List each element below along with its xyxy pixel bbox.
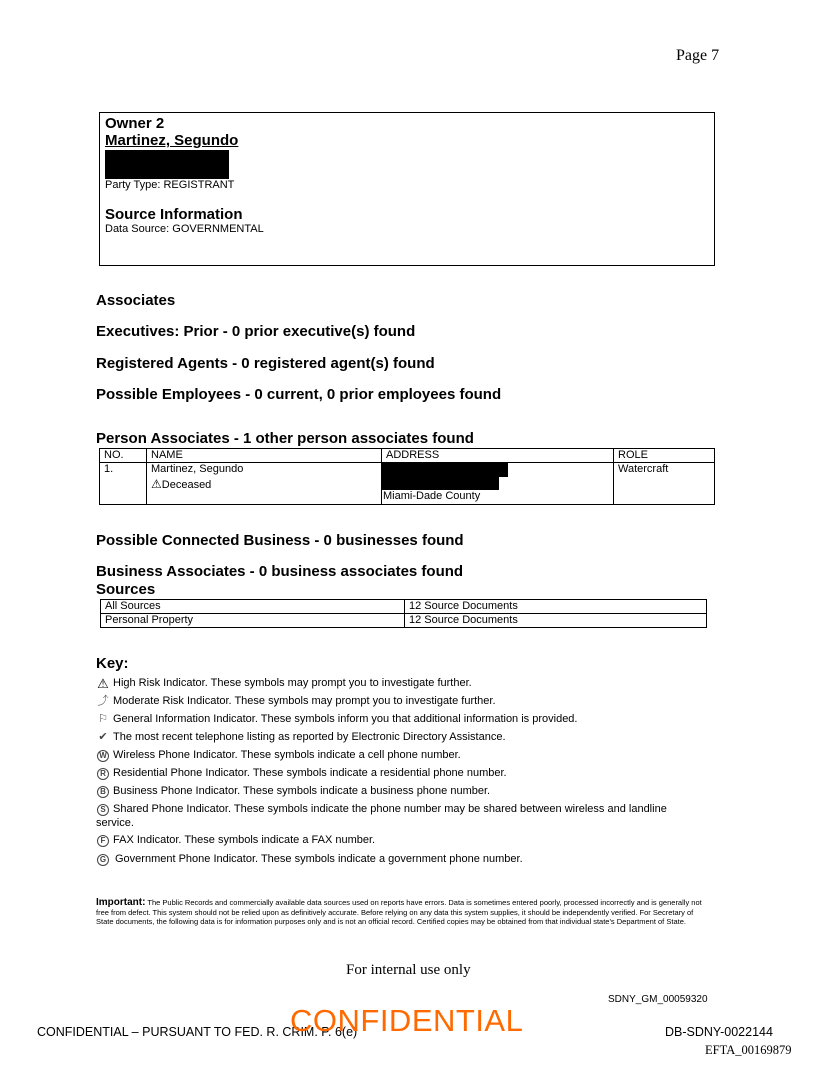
fax-icon: F xyxy=(96,834,110,847)
data-source: Data Source: GOVERNMENTAL xyxy=(105,223,264,235)
key-item xyxy=(96,695,496,708)
source-count: 12 Source Documents xyxy=(405,614,707,628)
key-item xyxy=(96,853,523,866)
table-row xyxy=(101,614,707,628)
column-header: ROLE xyxy=(614,449,715,463)
associate-name: Martinez, Segundo xyxy=(151,463,244,475)
associates-heading: Associates xyxy=(96,292,176,309)
status-text: Deceased xyxy=(161,479,212,491)
owner-heading: Owner 2 xyxy=(105,115,165,132)
key-item xyxy=(96,767,507,780)
key-text: FAX Indicator. These symbols indicate a FAX number. xyxy=(113,834,376,846)
bates-sdny: SDNY_GM_00059320 xyxy=(608,994,708,1005)
moderate-risk-icon: ⤴ xyxy=(97,695,109,707)
key-text-continuation: service. xyxy=(96,817,134,829)
residential-phone-icon: R xyxy=(96,767,110,780)
page-number: Page 7 xyxy=(676,47,720,64)
key-text: Business Phone Indicator. These symbols indicate a business phone number. xyxy=(113,785,491,797)
business-associates-heading: Business Associates - 0 business associates found xyxy=(96,563,464,580)
person-associates-table xyxy=(99,448,715,505)
source-count: 12 Source Documents xyxy=(405,600,707,614)
key-text: General Information Indicator. These symbols inform you that additional information is provided. xyxy=(113,713,578,725)
connected-business-heading: Possible Connected Business - 0 businesses found xyxy=(96,532,464,549)
key-text: High Risk Indicator. These symbols may prompt you to investigate further. xyxy=(113,677,472,689)
key-item xyxy=(96,677,472,690)
key-heading: Key: xyxy=(96,655,129,672)
important-text: The Public Records and commercially available data sources used on reports have errors. Data is sometimes entered poorly, processed incorrectly and is generally not free from defect. This system should not be relied upon as definitively accurate. Before relying on any data this system supplies, it should be independently verified. For Secretary of State documents, the following data is for information purposes only and is not an official record. Certified copies may be obtained from that individual state's Department of State. xyxy=(96,898,702,926)
key-text: Residential Phone Indicator. These symbols indicate a residential phone number. xyxy=(113,767,507,779)
internal-use-note: For internal use only xyxy=(346,962,471,978)
source-name: All Sources xyxy=(101,600,405,614)
executives-heading: Executives: Prior - 0 prior executive(s) found xyxy=(96,323,416,340)
address-cell xyxy=(382,463,614,505)
registered-agents-heading: Registered Agents - 0 registered agent(s) found xyxy=(96,355,435,372)
owner-box xyxy=(99,112,715,266)
key-text: Wireless Phone Indicator. These symbols indicate a cell phone number. xyxy=(113,749,461,761)
possible-employees-heading: Possible Employees - 0 current, 0 prior employees found xyxy=(96,386,502,403)
associate-cell xyxy=(147,463,382,505)
column-header: NAME xyxy=(147,449,382,463)
key-item xyxy=(96,713,577,726)
key-item xyxy=(96,749,461,762)
address-county: Miami-Dade County xyxy=(383,490,481,502)
column-header: NO. xyxy=(100,449,147,463)
redaction-block xyxy=(105,150,229,179)
key-item xyxy=(96,803,667,816)
deceased-status xyxy=(151,478,377,492)
high-risk-icon: ⚠ xyxy=(97,676,109,691)
table-row xyxy=(101,600,707,614)
redaction-block xyxy=(382,477,499,490)
party-type: Party Type: REGISTRANT xyxy=(105,179,235,191)
source-name: Personal Property xyxy=(101,614,405,628)
flag-icon: ⚐ xyxy=(98,713,108,725)
table-header-row xyxy=(100,449,715,463)
business-phone-icon: B xyxy=(96,785,110,798)
bates-db: DB-SDNY-0022144 xyxy=(665,1025,773,1039)
key-text: Moderate Risk Indicator. These symbols may prompt you to investigate further. xyxy=(113,695,496,707)
key-text: Shared Phone Indicator. These symbols indicate the phone number may be shared between wireless and landline xyxy=(113,803,667,815)
confidential-stamp: CONFIDENTIAL xyxy=(290,1003,524,1038)
key-item xyxy=(96,785,490,798)
source-information-heading: Source Information xyxy=(105,206,243,223)
key-text: The most recent telephone listing as reported by Electronic Directory Assistance. xyxy=(113,731,506,743)
person-associates-heading: Person Associates - 1 other person associates found xyxy=(96,430,474,447)
key-item xyxy=(96,731,506,744)
key-text: Government Phone Indicator. These symbols indicate a government phone number. xyxy=(115,853,523,865)
sources-heading: Sources xyxy=(96,581,156,598)
confidential-notice: CONFIDENTIAL – PURSUANT TO FED. R. CRIM. P. 6(e) xyxy=(37,1025,358,1039)
column-header: ADDRESS xyxy=(382,449,614,463)
sources-table xyxy=(100,599,707,628)
table-row xyxy=(100,463,715,505)
shared-phone-icon: S xyxy=(96,803,110,816)
key-item xyxy=(96,834,375,847)
role-cell: Watercraft xyxy=(614,463,715,505)
wireless-phone-icon: W xyxy=(96,749,110,762)
row-number: 1. xyxy=(100,463,147,505)
important-label: Important: xyxy=(96,897,146,908)
government-phone-icon: G xyxy=(96,853,110,866)
efta-number: EFTA_00169879 xyxy=(705,1043,792,1057)
important-disclaimer xyxy=(96,898,708,927)
owner-name: Martinez, Segundo xyxy=(105,132,239,149)
checkmark-icon: ✔ xyxy=(98,731,108,743)
high-risk-icon: ⚠ xyxy=(151,477,162,491)
redaction-block xyxy=(382,463,508,477)
